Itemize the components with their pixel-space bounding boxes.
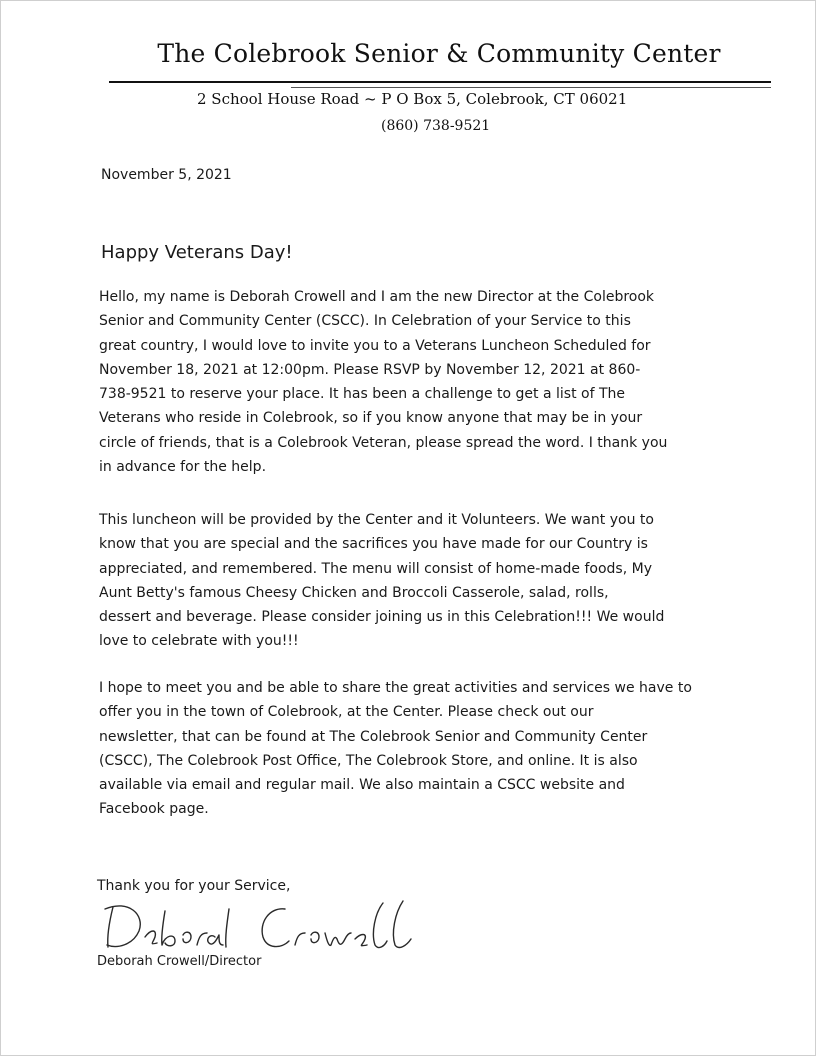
body-line: love to celebrate with you!!! — [99, 633, 299, 650]
body-line: in advance for the help. — [99, 459, 267, 476]
body-paragraph-1 — [99, 285, 755, 479]
body-line: appreciated, and remembered. The menu will consist of home-made foods, My — [99, 560, 652, 577]
body-line: offer you in the town of Colebrook, at the Center. Please check out our — [99, 704, 594, 721]
letterhead-phone: (860) 738-9521 — [381, 118, 491, 134]
body-line: circle of friends, that is a Colebrook Veteran, please spread the word. I thank you — [99, 434, 668, 451]
letter-date: November 5, 2021 — [101, 167, 232, 183]
letter-closing: Thank you for your Service, — [97, 878, 291, 894]
body-line: Hello, my name is Deborah Crowell and I am the new Director at the Colebrook — [99, 289, 655, 305]
letterhead-address: 2 School House Road ~ P O Box 5, Colebrook, CT 06021 — [197, 90, 628, 108]
letterhead-title: The Colebrook Senior & Community Center — [157, 39, 721, 68]
body-line: available via email and regular mail. We also maintain a CSCC website and — [99, 777, 625, 794]
body-line: Veterans who reside in Colebrook, so if you know anyone that may be in your — [99, 410, 643, 427]
body-line: I hope to meet you and be able to share the great activities and services we have to — [99, 680, 692, 696]
body-paragraph-2 — [99, 508, 755, 654]
body-paragraph-3 — [99, 676, 755, 822]
body-line: Senior and Community Center (CSCC). In Celebration of your Service to this — [99, 313, 631, 330]
body-line: (CSCC), The Colebrook Post Office, The Colebrook Store, and online. It is also — [99, 752, 638, 769]
letter-greeting: Happy Veterans Day! — [101, 242, 293, 263]
body-line: This luncheon will be provided by the Center and it Volunteers. We want you to — [99, 512, 654, 528]
letterhead-rule-secondary — [291, 87, 771, 88]
body-line: 738-9521 to reserve your place. It has been a challenge to get a list of The — [99, 386, 625, 403]
body-line: great country, I would love to invite you to a Veterans Luncheon Scheduled for — [99, 337, 651, 354]
body-line: dessert and beverage. Please consider joining us in this Celebration!!! We would — [99, 609, 665, 626]
body-line: Aunt Betty's famous Cheesy Chicken and Broccoli Casserole, salad, rolls, — [99, 584, 609, 601]
letterhead-rule — [109, 81, 771, 83]
body-line: know that you are special and the sacrifices you have made for our Country is — [99, 536, 648, 553]
body-line: newsletter, that can be found at The Colebrook Senior and Community Center — [99, 728, 648, 745]
signature — [99, 893, 429, 953]
body-line: November 18, 2021 at 12:00pm. Please RSVP by November 12, 2021 at 860- — [99, 361, 641, 378]
body-line: Facebook page. — [99, 801, 209, 818]
signer-name: Deborah Crowell/Director — [97, 954, 262, 969]
